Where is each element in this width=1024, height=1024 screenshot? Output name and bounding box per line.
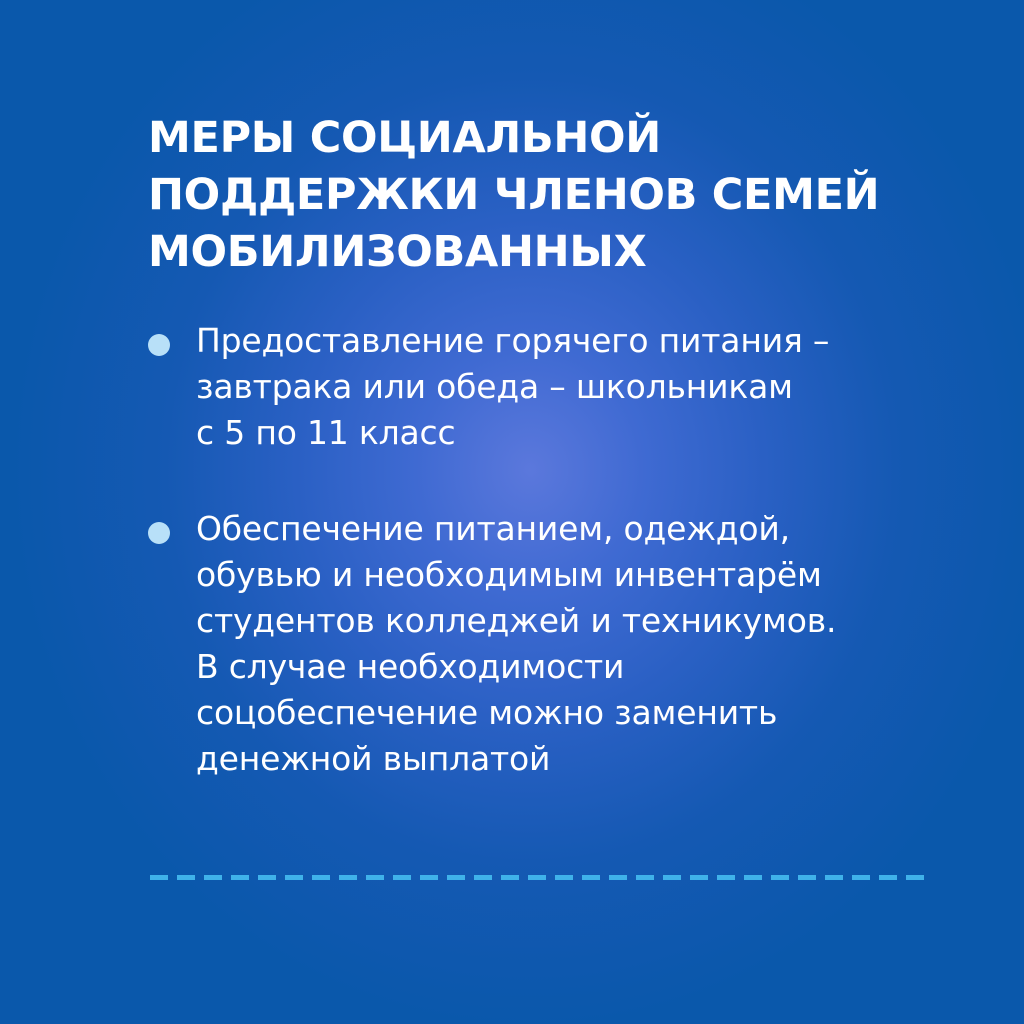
title-line: МЕРЫ СОЦИАЛЬНОЙ (148, 113, 661, 163)
bullet-text (196, 318, 928, 456)
bullet-line: соцобеспечение можно заменить (196, 693, 778, 732)
bullet-line: денежной выплатой (196, 739, 551, 778)
bullet-line: завтрака или обеда – школьникам (196, 367, 793, 406)
list-item-school-meals (148, 318, 928, 456)
bullet-line: В случае необходимости (196, 647, 625, 686)
bullet-dot-icon (148, 334, 170, 356)
page-title (148, 110, 968, 281)
title-line: МОБИЛИЗОВАННЫХ (148, 227, 647, 277)
dashed-divider (150, 875, 932, 880)
bullet-line: Предоставление горячего питания – (196, 321, 830, 360)
list-item-student-support (148, 506, 928, 782)
bullet-line: Обеспечение питанием, одеждой, (196, 509, 790, 548)
bullet-dot-icon (148, 522, 170, 544)
bullet-line: обувью и необходимым инвентарём (196, 555, 822, 594)
bullet-line: студентов колледжей и техникумов. (196, 601, 837, 640)
bullet-list (148, 318, 928, 782)
bullet-text (196, 506, 928, 782)
title-line: ПОДДЕРЖКИ ЧЛЕНОВ СЕМЕЙ (148, 170, 880, 220)
bullet-line: с 5 по 11 класс (196, 413, 456, 452)
